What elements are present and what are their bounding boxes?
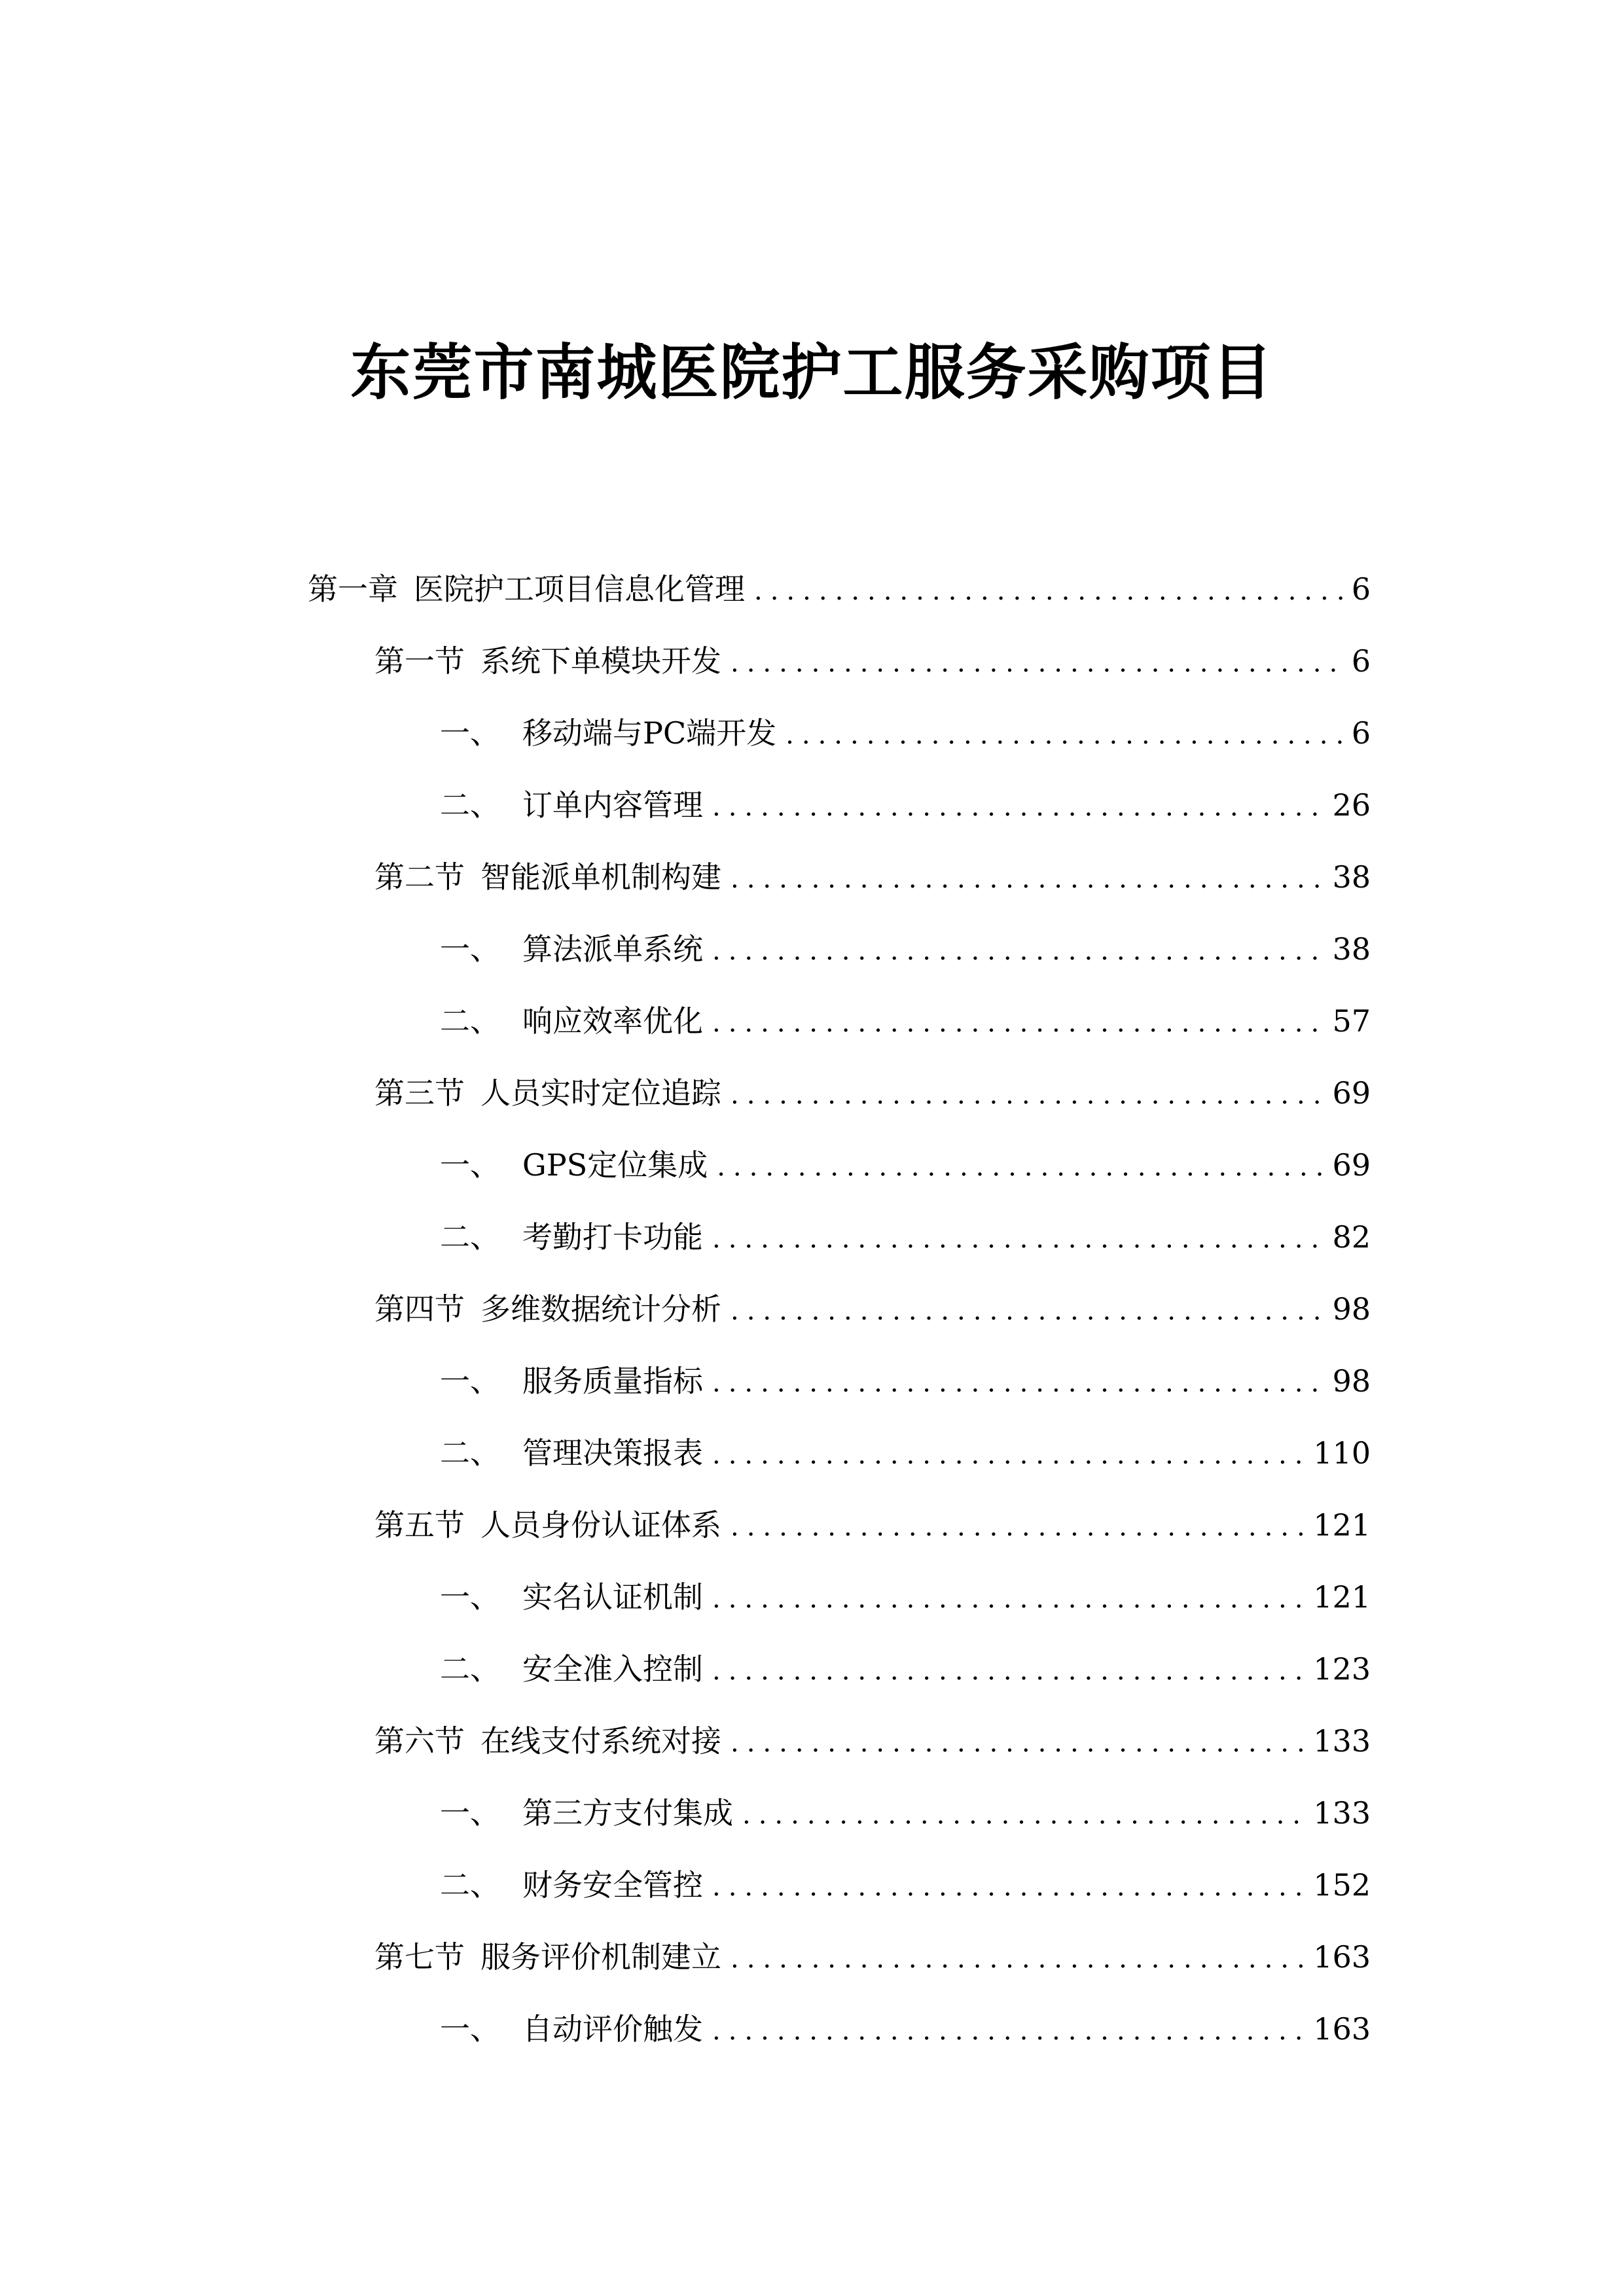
toc-leader-dots (712, 1000, 1323, 1046)
toc-entry-subsection[interactable] (440, 782, 1371, 828)
toc-entry-text: GPS定位集成 (522, 1147, 708, 1183)
toc-entry-text: 移动端与PC端开发 (522, 715, 777, 751)
toc-leader-dots (712, 1864, 1304, 1910)
toc-leader-dots (717, 1144, 1323, 1190)
toc-entry-text: 算法派单系统 (522, 931, 703, 967)
toc-entry-subsection[interactable] (440, 1214, 1371, 1260)
toc-entry-page: 6 (1351, 715, 1371, 751)
toc-leader-dots (712, 784, 1323, 830)
toc-entry-text: 订单内容管理 (522, 787, 703, 823)
toc-entry-section-3[interactable] (374, 1070, 1371, 1116)
toc-entry-prefix: 一、 (440, 931, 500, 967)
toc-leader-dots (712, 1576, 1304, 1622)
toc-entry-prefix: 第五节 (374, 1507, 465, 1543)
toc-leader-dots (785, 712, 1343, 758)
toc-entry-page: 152 (1313, 1867, 1371, 1903)
toc-entry-text: 在线支付系统对接 (480, 1723, 721, 1759)
toc-entry-prefix: 第一节 (374, 643, 465, 679)
toc-entry-page: 6 (1351, 571, 1371, 607)
toc-entry-text: 自动评价触发 (522, 2011, 703, 2047)
toc-leader-dots (742, 1792, 1304, 1838)
toc-leader-dots (712, 1360, 1323, 1406)
toc-entry-page: 6 (1351, 643, 1371, 679)
toc-entry-subsection[interactable] (440, 710, 1371, 756)
toc-entry-prefix: 一、 (440, 1579, 500, 1615)
toc-entry-text: 多维数据统计分析 (480, 1291, 721, 1327)
toc-entry-page: 98 (1332, 1291, 1371, 1327)
toc-leader-dots (731, 1504, 1304, 1550)
toc-entry-page: 133 (1313, 1723, 1371, 1759)
toc-entry-prefix: 二、 (440, 1219, 500, 1255)
toc-entry-text: 管理决策报表 (522, 1435, 703, 1471)
toc-entry-page: 98 (1332, 1363, 1371, 1399)
toc-entry-prefix: 一、 (440, 1147, 500, 1183)
toc-entry-text: 服务质量指标 (522, 1363, 703, 1399)
toc-entry-page: 121 (1313, 1507, 1371, 1543)
toc-entry-section-2[interactable] (374, 854, 1371, 900)
toc-entry-text: 安全准入控制 (522, 1651, 703, 1687)
toc-entry-page: 57 (1332, 1003, 1371, 1039)
toc-leader-dots (731, 640, 1343, 686)
toc-entry-text: 服务评价机制建立 (480, 1939, 721, 1975)
toc-entry-page: 163 (1313, 1939, 1371, 1975)
toc-entry-page: 26 (1332, 787, 1371, 823)
toc-entry-prefix: 二、 (440, 1003, 500, 1039)
toc-entry-page: 69 (1332, 1075, 1371, 1111)
toc-entry-text: 财务安全管控 (522, 1867, 703, 1903)
toc-entry-prefix: 第三节 (374, 1075, 465, 1111)
toc-leader-dots (731, 856, 1323, 902)
toc-leader-dots (712, 1648, 1304, 1694)
toc-leader-dots (731, 1936, 1304, 1982)
toc-entry-prefix: 一、 (440, 1363, 500, 1399)
toc-entry-text: 智能派单机制构建 (480, 859, 721, 895)
document-title: 东莞市南城医院护工服务采购项目 (350, 338, 1274, 408)
toc-entry-page: 82 (1332, 1219, 1371, 1255)
toc-entry-page: 38 (1332, 931, 1371, 967)
toc-entry-section-6[interactable] (374, 1718, 1371, 1764)
toc-entry-page: 133 (1313, 1795, 1371, 1831)
toc-entry-prefix: 一、 (440, 715, 500, 751)
toc-entry-prefix: 第六节 (374, 1723, 465, 1759)
toc-entry-text: 考勤打卡功能 (522, 1219, 703, 1255)
toc-leader-dots (712, 2008, 1304, 2054)
toc-entry-prefix: 第七节 (374, 1939, 465, 1975)
toc-entry-subsection[interactable] (440, 2006, 1371, 2052)
toc-leader-dots (754, 568, 1343, 614)
toc-entry-page: 38 (1332, 859, 1371, 895)
toc-entry-page: 121 (1313, 1579, 1371, 1615)
toc-entry-subsection[interactable] (440, 1142, 1371, 1188)
toc-entry-subsection[interactable] (440, 998, 1371, 1044)
toc-entry-page: 69 (1332, 1147, 1371, 1183)
toc-entry-subsection[interactable] (440, 1358, 1371, 1404)
toc-entry-subsection[interactable] (440, 1574, 1371, 1620)
toc-entry-section-1[interactable] (374, 638, 1371, 684)
toc-leader-dots (712, 1432, 1304, 1478)
toc-entry-prefix: 一、 (440, 1795, 500, 1831)
toc-entry-subsection[interactable] (440, 1862, 1371, 1908)
toc-entry-text: 第三方支付集成 (522, 1795, 733, 1831)
toc-entry-section-7[interactable] (374, 1934, 1371, 1980)
toc-entry-subsection[interactable] (440, 926, 1371, 972)
toc-entry-page: 110 (1313, 1435, 1371, 1471)
toc-entry-text: 响应效率优化 (522, 1003, 703, 1039)
toc-entry-prefix: 第四节 (374, 1291, 465, 1327)
toc-entry-prefix: 二、 (440, 1867, 500, 1903)
toc-entry-prefix: 二、 (440, 787, 500, 823)
toc-leader-dots (731, 1720, 1304, 1766)
toc-entry-prefix: 二、 (440, 1435, 500, 1471)
toc-entry-section-5[interactable] (374, 1502, 1371, 1548)
toc-entry-prefix: 第二节 (374, 859, 465, 895)
toc-entry-prefix: 二、 (440, 1651, 500, 1687)
toc-entry-subsection[interactable] (440, 1790, 1371, 1836)
toc-entry-prefix: 第一章 (308, 571, 398, 607)
toc-entry-subsection[interactable] (440, 1646, 1371, 1692)
toc-entry-subsection[interactable] (440, 1430, 1371, 1476)
toc-leader-dots (731, 1288, 1323, 1334)
toc-entry-page: 123 (1313, 1651, 1371, 1687)
toc-entry-section-4[interactable] (374, 1286, 1371, 1332)
toc-entry-text: 医院护工项目信息化管理 (414, 571, 745, 607)
toc-entry-text: 人员实时定位追踪 (480, 1075, 721, 1111)
toc-entry-text: 人员身份认证体系 (480, 1507, 721, 1543)
toc-entry-text: 实名认证机制 (522, 1579, 703, 1615)
toc-entry-page: 163 (1313, 2011, 1371, 2047)
toc-entry-text: 系统下单模块开发 (480, 643, 721, 679)
toc-leader-dots (731, 1072, 1323, 1118)
toc-entry-chapter-1[interactable] (308, 566, 1371, 612)
toc-leader-dots (712, 1216, 1323, 1262)
toc-leader-dots (712, 928, 1323, 974)
toc-entry-prefix: 一、 (440, 2011, 500, 2047)
